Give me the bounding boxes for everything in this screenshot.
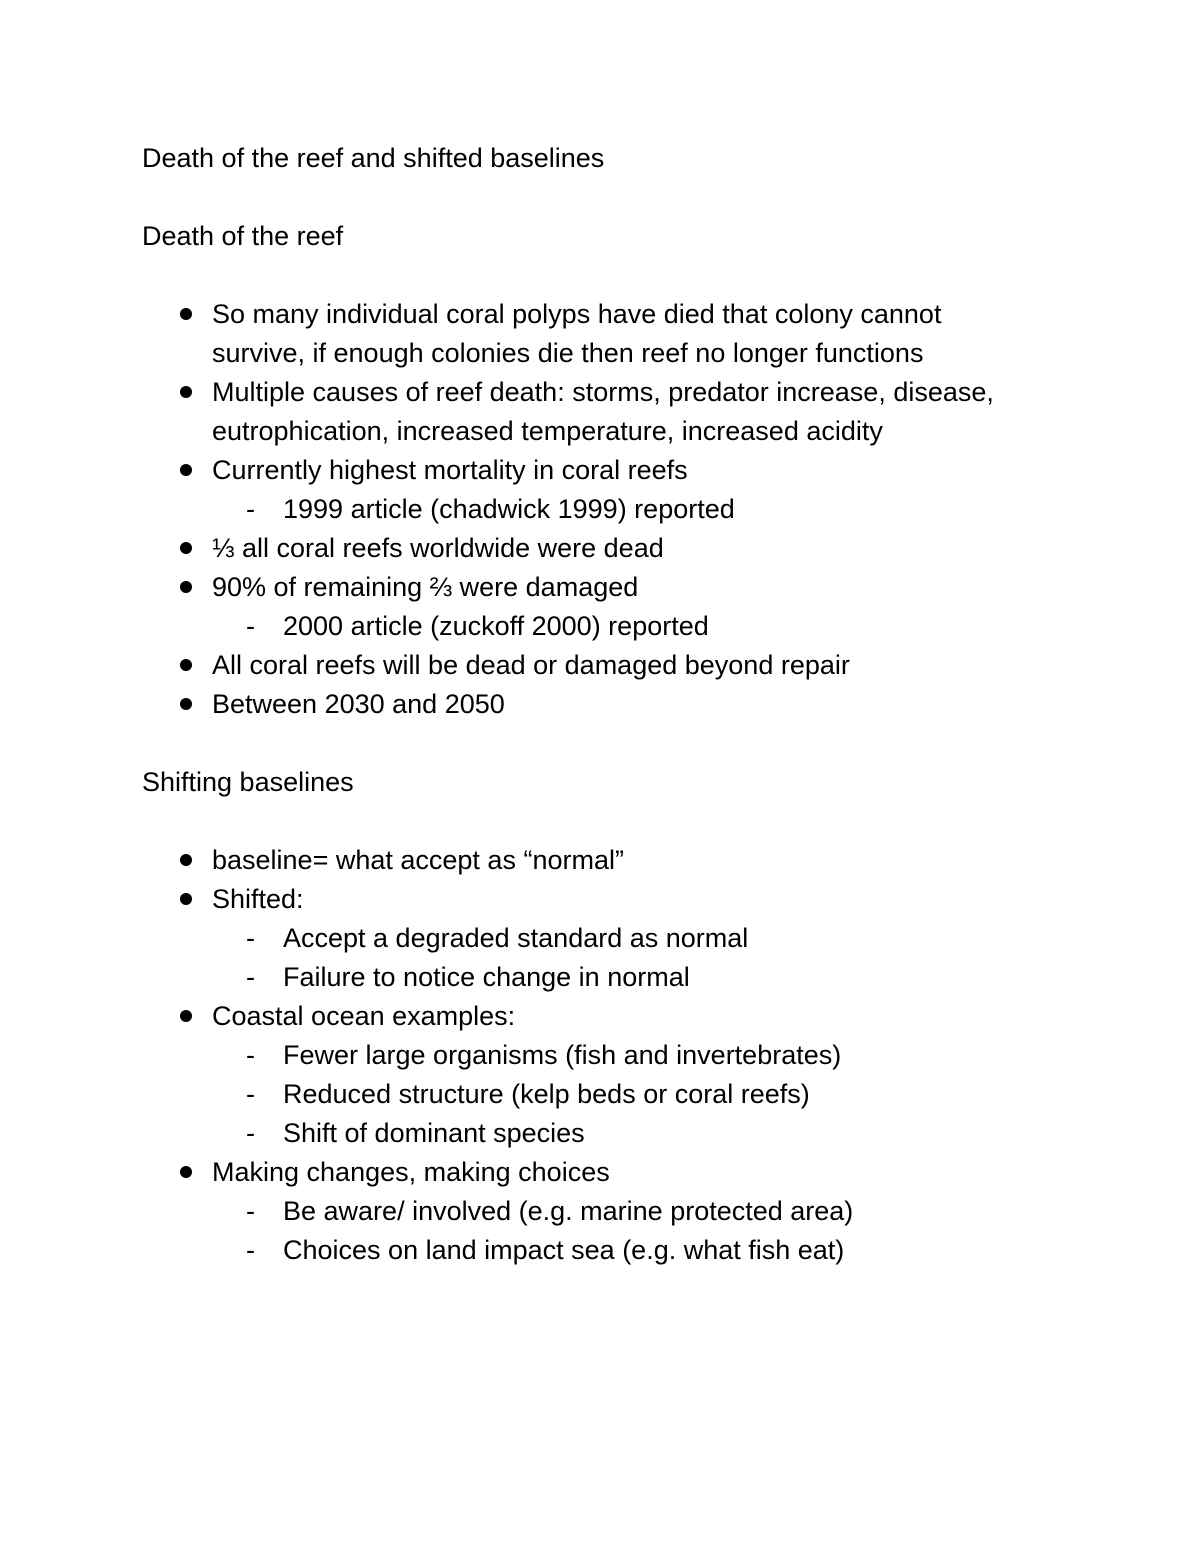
list-item-text: baseline= what accept as “normal” xyxy=(212,845,624,875)
spacer xyxy=(142,256,1062,295)
sub-list xyxy=(142,1036,1062,1153)
sub-list-item-text: Fewer large organisms (fish and invertebrates) xyxy=(283,1040,842,1070)
document-title: Death of the reef and shifted baselines xyxy=(142,143,605,173)
sub-list-item xyxy=(142,1036,1062,1075)
spacer xyxy=(142,724,1062,763)
spacer xyxy=(142,802,1062,841)
sub-list-item-text: Shift of dominant species xyxy=(283,1118,585,1148)
sub-list-item-text: Choices on land impact sea (e.g. what fish eat) xyxy=(283,1235,845,1265)
spacer xyxy=(142,178,1062,217)
bullet-dot-icon xyxy=(180,542,192,554)
bullet-dot-icon xyxy=(180,893,192,905)
list-item xyxy=(142,568,1062,607)
dash-marker: - xyxy=(246,1235,255,1265)
list-item-text: ⅓ all coral reefs worldwide were dead xyxy=(212,533,664,563)
sub-list-item xyxy=(142,490,1062,529)
shifting-baselines-list-3 xyxy=(142,1153,1062,1192)
list-item xyxy=(142,295,1062,373)
list-item-text: Making changes, making choices xyxy=(212,1157,610,1187)
list-item xyxy=(142,373,1062,451)
list-item-text: Coastal ocean examples: xyxy=(212,1001,516,1031)
sub-list-item-text: Failure to notice change in normal xyxy=(283,962,690,992)
sub-list xyxy=(142,607,1062,646)
bullet-dot-icon xyxy=(180,854,192,866)
bullet-dot-icon xyxy=(180,659,192,671)
list-item-text: All coral reefs will be dead or damaged beyond repair xyxy=(212,650,850,680)
sub-list-item-text: 1999 article (chadwick 1999) reported xyxy=(283,494,735,524)
bullet-dot-icon xyxy=(180,698,192,710)
list-item xyxy=(142,880,1062,919)
list-item xyxy=(142,997,1062,1036)
shifting-baselines-list xyxy=(142,841,1062,919)
document-page xyxy=(142,139,1062,1270)
list-item-text: Currently highest mortality in coral reefs xyxy=(212,455,688,485)
bullet-dot-icon xyxy=(180,1010,192,1022)
bullet-dot-icon xyxy=(180,581,192,593)
sub-list-item-text: 2000 article (zuckoff 2000) reported xyxy=(283,611,709,641)
sub-list-item xyxy=(142,1192,1062,1231)
death-of-reef-list-2 xyxy=(142,529,1062,607)
dash-marker: - xyxy=(246,923,255,953)
list-item xyxy=(142,451,1062,490)
dash-marker: - xyxy=(246,1196,255,1226)
list-item xyxy=(142,646,1062,685)
death-of-reef-list xyxy=(142,295,1062,490)
dash-marker: - xyxy=(246,1040,255,1070)
list-item-text: Shifted: xyxy=(212,884,304,914)
list-item xyxy=(142,685,1062,724)
list-item xyxy=(142,841,1062,880)
list-item xyxy=(142,1153,1062,1192)
section-heading-death-of-reef: Death of the reef xyxy=(142,221,344,251)
sub-list-item xyxy=(142,1075,1062,1114)
sub-list-item xyxy=(142,607,1062,646)
list-item-text: Multiple causes of reef death: storms, predator increase, disease, eutrophication, increased temperature, increased acidity xyxy=(212,377,994,446)
bullet-dot-icon xyxy=(180,1166,192,1178)
sub-list-item xyxy=(142,919,1062,958)
sub-list-item xyxy=(142,1114,1062,1153)
list-item-text: So many individual coral polyps have died that colony cannot survive, if enough colonies die then reef no longer functions xyxy=(212,299,942,368)
dash-marker: - xyxy=(246,494,255,524)
sub-list xyxy=(142,490,1062,529)
sub-list-item xyxy=(142,958,1062,997)
list-item xyxy=(142,529,1062,568)
bullet-dot-icon xyxy=(180,386,192,398)
sub-list-item-text: Be aware/ involved (e.g. marine protected area) xyxy=(283,1196,854,1226)
dash-marker: - xyxy=(246,1118,255,1148)
death-of-reef-list-3 xyxy=(142,646,1062,724)
sub-list-item-text: Accept a degraded standard as normal xyxy=(283,923,749,953)
shifting-baselines-list-2 xyxy=(142,997,1062,1036)
bullet-dot-icon xyxy=(180,308,192,320)
list-item-text: Between 2030 and 2050 xyxy=(212,689,505,719)
bullet-dot-icon xyxy=(180,464,192,476)
dash-marker: - xyxy=(246,1079,255,1109)
section-heading-shifting-baselines: Shifting baselines xyxy=(142,767,354,797)
dash-marker: - xyxy=(246,611,255,641)
sub-list xyxy=(142,919,1062,997)
sub-list-item-text: Reduced structure (kelp beds or coral reefs) xyxy=(283,1079,810,1109)
list-item-text: 90% of remaining ⅔ were damaged xyxy=(212,572,639,602)
dash-marker: - xyxy=(246,962,255,992)
sub-list-item xyxy=(142,1231,1062,1270)
sub-list xyxy=(142,1192,1062,1270)
